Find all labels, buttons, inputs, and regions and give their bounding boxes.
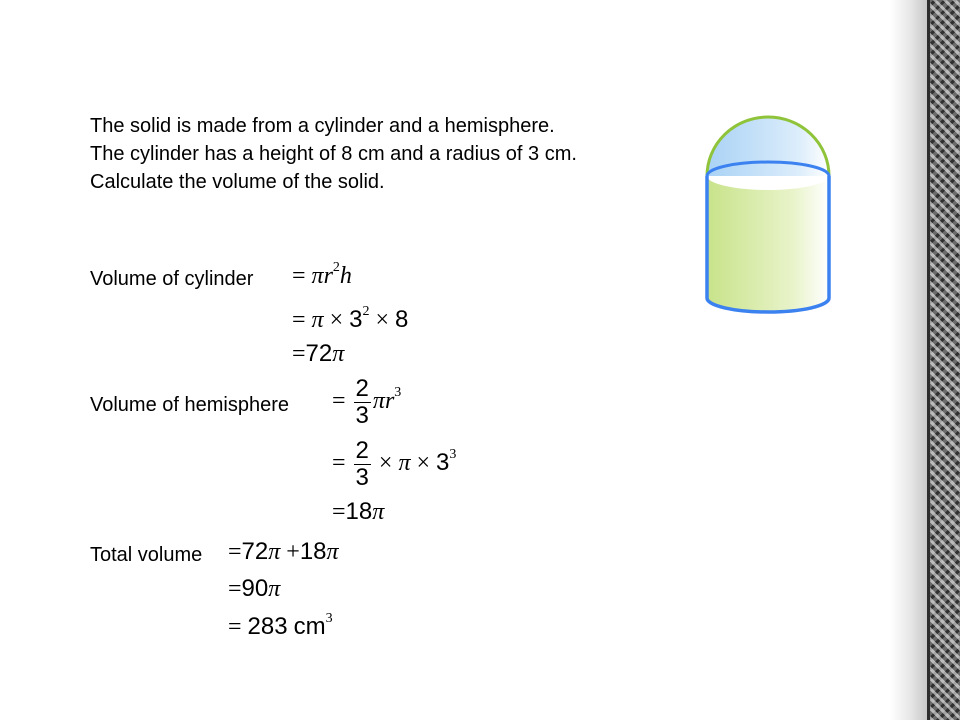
total-step-3 (228, 611, 333, 641)
cylinder-body (707, 176, 829, 312)
height-value: 8 (395, 306, 409, 333)
pi-symbol: π (372, 388, 385, 415)
equals-sign: = (228, 614, 242, 640)
times-sign: × (329, 307, 344, 333)
result-value: 72 (305, 340, 333, 367)
pi-symbol: π (398, 450, 411, 477)
hemisphere-term: 18 (299, 538, 327, 565)
pi-symbol: π (311, 307, 324, 333)
cylinder-term: 72 (241, 538, 269, 565)
final-value: 283 (247, 613, 288, 640)
base-value: 3 (436, 449, 450, 477)
problem-line-1: The solid is made from a cylinder and a hemisphere. (90, 115, 555, 137)
plus-sign: + (286, 539, 300, 565)
total-step-2 (228, 575, 280, 603)
result-value: 18 (345, 498, 373, 525)
base-value: 3 (349, 306, 363, 333)
equals-sign: = (292, 307, 306, 333)
times-sign: × (378, 450, 393, 477)
equals-sign: = (332, 388, 346, 415)
total-step-1 (228, 538, 339, 566)
total-volume-label: Total volume (90, 544, 203, 566)
equals-sign: = (332, 499, 346, 525)
exponent: 2 (362, 304, 370, 319)
unit-exponent: 3 (325, 611, 333, 626)
variable-r: r (323, 263, 333, 289)
cylinder-hemisphere-solid (700, 113, 836, 323)
exponent: 2 (332, 260, 340, 275)
fraction (354, 438, 371, 491)
problem-statement (90, 112, 577, 196)
equals-sign: = (292, 263, 306, 289)
pi-symbol: π (372, 499, 385, 525)
variable-r: r (384, 388, 395, 415)
fraction-denominator: 3 (355, 402, 369, 429)
hemisphere-step-1 (332, 376, 401, 429)
equals-sign: = (332, 450, 346, 477)
fraction-denominator: 3 (355, 464, 369, 491)
pi-symbol: π (332, 341, 345, 367)
hemisphere-step-3 (332, 498, 384, 526)
pi-symbol: π (326, 539, 339, 565)
times-sign: × (416, 450, 431, 477)
fraction-numerator: 2 (355, 375, 369, 402)
problem-line-3: Calculate the volume of the solid. (90, 171, 385, 193)
hemisphere-step-2 (332, 438, 456, 491)
cylinder-step-3 (292, 340, 344, 368)
cylinder-step-1 (292, 260, 352, 290)
exponent: 3 (394, 385, 402, 401)
cylinder-step-2 (292, 304, 408, 334)
fraction (354, 376, 371, 429)
unit: cm (293, 613, 326, 640)
equals-sign: = (228, 576, 242, 602)
result-value: 90 (241, 575, 269, 602)
equals-sign: = (228, 539, 242, 565)
fraction-numerator: 2 (355, 437, 369, 464)
equals-sign: = (292, 341, 306, 367)
cylinder-volume-label: Volume of cylinder (90, 268, 254, 290)
exponent: 3 (449, 447, 457, 463)
times-sign: × (375, 307, 390, 333)
hemisphere-volume-label: Volume of hemisphere (90, 394, 290, 416)
variable-h: h (339, 263, 352, 289)
pi-symbol: π (311, 263, 324, 289)
decorative-border-pattern (930, 0, 960, 720)
pi-symbol: π (268, 576, 281, 602)
pi-symbol: π (268, 539, 281, 565)
problem-line-2: The cylinder has a height of 8 cm and a radius of 3 cm. (90, 143, 577, 165)
